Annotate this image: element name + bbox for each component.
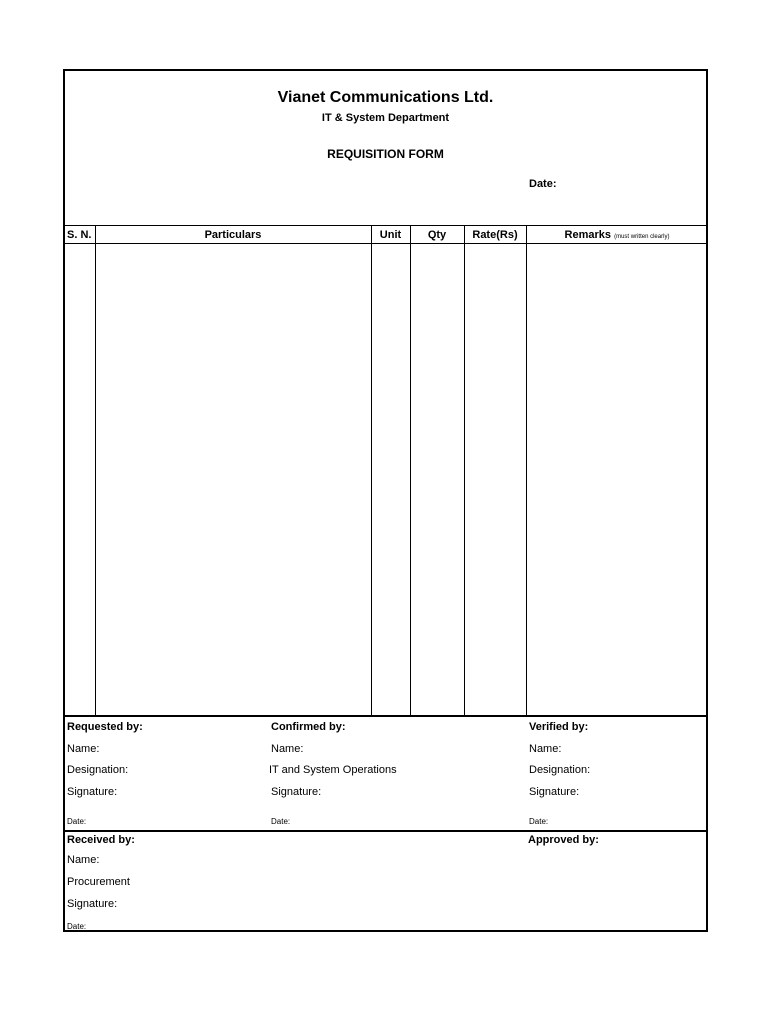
received-designation-value: Procurement [67,876,130,888]
col-divider-qty [464,226,465,716]
confirmed-designation-value: IT and System Operations [269,764,397,776]
verified-by-heading: Verified by: [529,721,589,733]
company-name: Vianet Communications Ltd. [277,89,494,106]
verified-designation-label: Designation: [529,764,591,776]
verified-name-label: Name: [529,743,562,755]
col-header-sn: S. N. [67,229,92,241]
date-label: Date: [529,178,557,190]
received-date-label: Date: [67,922,87,931]
col-header-qty: Qty [427,229,447,241]
requested-by-heading: Requested by: [67,721,143,733]
confirmed-signature-label: Signature: [271,786,322,798]
requisition-form [63,69,708,932]
col-header-particulars: Particulars [204,229,262,241]
signoff-divider [65,830,706,832]
requested-date-label: Date: [67,817,87,826]
form-title: REQUISITION FORM [327,147,444,161]
col-header-rate: Rate(Rs) [472,229,518,241]
department-name: IT & System Department [321,112,450,124]
col-divider-unit [410,226,411,716]
confirmed-name-label: Name: [271,743,304,755]
received-name-label: Name: [67,854,100,866]
requested-signature-label: Signature: [67,786,118,798]
col-divider-particulars [371,226,372,716]
col-divider-sn [95,226,96,716]
verified-date-label: Date: [529,817,549,826]
requested-name-label: Name: [67,743,100,755]
verified-signature-label: Signature: [529,786,580,798]
received-signature-label: Signature: [67,898,118,910]
confirmed-by-heading: Confirmed by: [271,721,346,733]
approved-by-heading: Approved by: [528,834,599,846]
confirmed-date-label: Date: [271,817,291,826]
remarks-label: Remarks [564,229,612,241]
remarks-note: (must written clearly) [614,234,670,240]
received-by-heading: Received by: [67,834,135,846]
requested-designation-label: Designation: [67,764,129,776]
table-bottom-border [65,715,706,717]
col-divider-rate [526,226,527,716]
col-header-unit: Unit [379,229,402,241]
col-header-remarks [526,226,708,244]
